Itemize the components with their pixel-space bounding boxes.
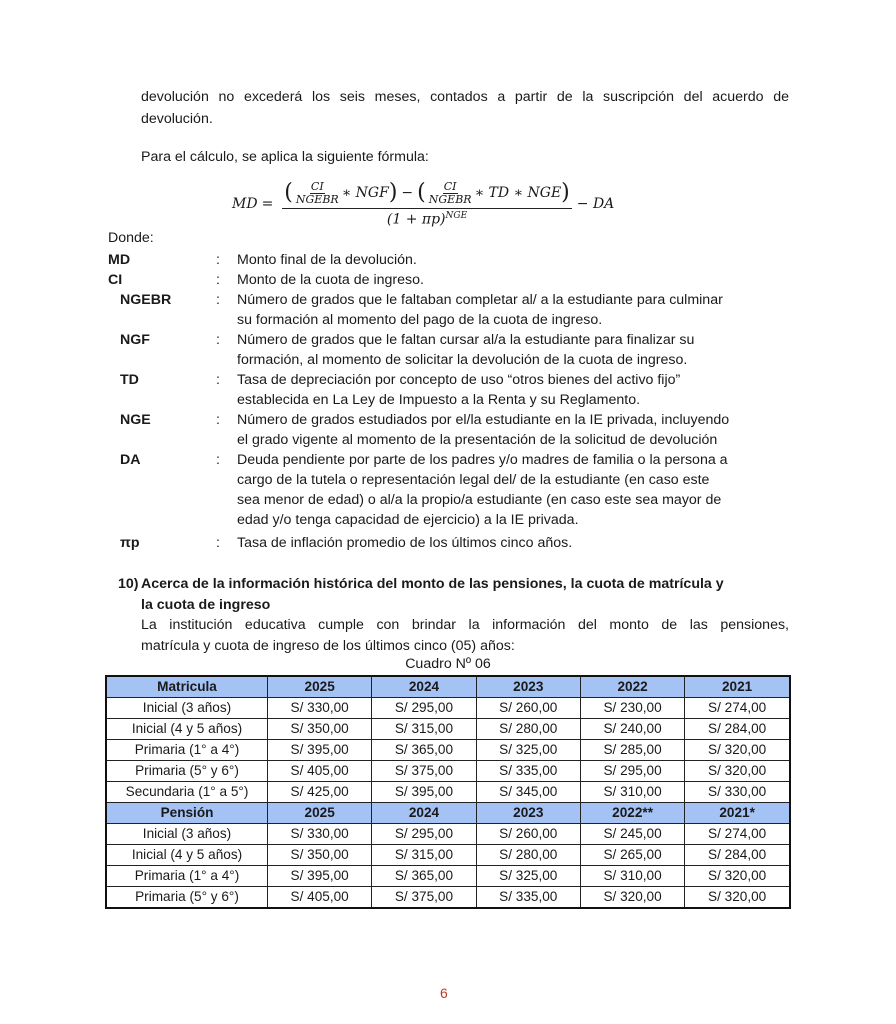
intro-paragraph <box>141 87 789 130</box>
amount-cell: S/ 320,00 <box>685 761 790 782</box>
definition-colon: : <box>216 452 220 468</box>
amount-cell: S/ 280,00 <box>476 719 580 740</box>
definition-text-line: sea menor de edad) o al/a la propio/a estudiante (en caso este sea mayor de <box>237 492 722 508</box>
page-number: 6 <box>440 985 448 1001</box>
amount-cell: S/ 330,00 <box>268 824 372 845</box>
amount-cell: S/ 320,00 <box>685 887 790 909</box>
definition-colon: : <box>216 292 220 308</box>
amount-cell: S/ 375,00 <box>372 761 476 782</box>
amount-cell: S/ 280,00 <box>476 845 580 866</box>
definition-text-line: formación, al momento de solicitar la devolución de la cuota de ingreso. <box>237 352 688 368</box>
formula-term2-rest: ∗ TD ∗ NGE <box>474 185 562 202</box>
definitions-heading: Donde: <box>108 230 154 246</box>
definition-term: TD <box>120 372 139 388</box>
definition-text-line: Monto final de la devolución. <box>237 252 417 268</box>
definition-text <box>237 533 797 553</box>
definition-text-line: Monto de la cuota de ingreso. <box>237 272 424 288</box>
amount-cell: S/ 320,00 <box>580 887 684 909</box>
section-body-line-2: matrícula y cuota de ingreso de los últimos cinco (05) años: <box>141 638 515 654</box>
definition-term: CI <box>108 272 123 288</box>
year-header: 2024 <box>372 676 476 698</box>
definition-text <box>237 290 797 330</box>
amount-cell: S/ 425,00 <box>268 782 372 803</box>
amount-cell: S/ 310,00 <box>580 782 684 803</box>
amount-cell: S/ 310,00 <box>580 866 684 887</box>
amount-cell: S/ 240,00 <box>580 719 684 740</box>
section-title-line-2: la cuota de ingreso <box>141 597 271 613</box>
definition-text-line: edad y/o tenga capacidad de ejercicio) a la IE privada. <box>237 512 579 528</box>
amount-cell: S/ 345,00 <box>476 782 580 803</box>
amount-cell: S/ 330,00 <box>685 782 790 803</box>
formula-tail: − DA <box>576 196 615 212</box>
amount-cell: S/ 274,00 <box>685 698 790 719</box>
intro-line-2: devolución. <box>141 111 213 127</box>
definition-text <box>237 330 797 370</box>
amount-cell: S/ 350,00 <box>268 719 372 740</box>
fees-table <box>105 675 791 909</box>
level-cell: Primaria (1° a 4°) <box>106 866 268 887</box>
amount-cell: S/ 285,00 <box>580 740 684 761</box>
table-row <box>106 824 790 845</box>
amount-cell: S/ 330,00 <box>268 698 372 719</box>
formula-equals: = <box>261 196 274 212</box>
formula-term2-fraction: $\frac{CI}{\text{NGEBR}}$ <box>428 179 472 206</box>
table-row <box>106 887 790 909</box>
table-row <box>106 866 790 887</box>
year-header: 2023 <box>476 803 580 824</box>
section-number: 10) <box>118 576 139 592</box>
amount-cell: S/ 245,00 <box>580 824 684 845</box>
matricula-category-header: Matricula <box>106 676 268 698</box>
formula-term1-fraction: $\frac{CI}{\text{NGEBR}}$ <box>295 179 339 206</box>
amount-cell: S/ 375,00 <box>372 887 476 909</box>
table-row <box>106 740 790 761</box>
definition-text <box>237 450 797 530</box>
amount-cell: S/ 295,00 <box>372 824 476 845</box>
amount-cell: S/ 230,00 <box>580 698 684 719</box>
table-row <box>106 719 790 740</box>
amount-cell: S/ 405,00 <box>268 761 372 782</box>
amount-cell: S/ 315,00 <box>372 719 476 740</box>
definition-colon: : <box>216 372 220 388</box>
table-row <box>106 782 790 803</box>
amount-cell: S/ 320,00 <box>685 866 790 887</box>
amount-cell: S/ 405,00 <box>268 887 372 909</box>
year-header: 2022** <box>580 803 684 824</box>
level-cell: Primaria (1° a 4°) <box>106 740 268 761</box>
amount-cell: S/ 274,00 <box>685 824 790 845</box>
definition-term: NGF <box>120 332 150 348</box>
section-10-body <box>141 615 789 657</box>
year-header: 2025 <box>268 803 372 824</box>
definition-text-line: Deuda pendiente por parte de los padres y/o madres de familia o la persona a <box>237 452 728 468</box>
definition-text-line: Tasa de depreciación por concepto de uso “otros bienes del activo fijo” <box>237 372 681 388</box>
definition-text <box>237 370 797 410</box>
amount-cell: S/ 320,00 <box>685 740 790 761</box>
amount-cell: S/ 350,00 <box>268 845 372 866</box>
formula-main-fraction <box>282 181 571 228</box>
definition-colon: : <box>216 332 220 348</box>
definition-term: πp <box>120 535 140 551</box>
table-caption: Cuadro Nº 06 <box>405 656 491 672</box>
amount-cell: S/ 325,00 <box>476 740 580 761</box>
table-row <box>106 761 790 782</box>
amount-cell: S/ 395,00 <box>372 782 476 803</box>
amount-cell: S/ 260,00 <box>476 824 580 845</box>
year-header: 2021 <box>685 676 790 698</box>
amount-cell: S/ 395,00 <box>268 740 372 761</box>
definition-text-line: cargo de la tutela o representación legal del/ de la estudiante (en caso este <box>237 472 710 488</box>
level-cell: Inicial (4 y 5 años) <box>106 719 268 740</box>
year-header: 2024 <box>372 803 476 824</box>
definition-text-line: Número de grados que le faltaban completar al/ a la estudiante para culminar <box>237 292 723 308</box>
formula-intro: Para el cálculo, se aplica la siguiente fórmula: <box>141 149 429 165</box>
level-cell: Primaria (5° y 6°) <box>106 761 268 782</box>
amount-cell: S/ 295,00 <box>372 698 476 719</box>
definition-text <box>237 270 797 290</box>
definition-colon: : <box>216 272 220 288</box>
year-header: 2021* <box>685 803 790 824</box>
table-row <box>106 845 790 866</box>
amount-cell: S/ 265,00 <box>580 845 684 866</box>
definition-text <box>237 250 797 270</box>
definition-text-line: Número de grados que le faltan cursar al/a la estudiante para finalizar su <box>237 332 695 348</box>
year-header: 2023 <box>476 676 580 698</box>
definition-text-line: establecida en La Ley de Impuesto a la Renta y su Reglamento. <box>237 392 641 408</box>
level-cell: Secundaria (1° a 5°) <box>106 782 268 803</box>
amount-cell: S/ 335,00 <box>476 887 580 909</box>
formula-term1-rest: ∗ NGF <box>341 185 389 202</box>
matricula-header-row <box>106 676 790 698</box>
level-cell: Primaria (5° y 6°) <box>106 887 268 909</box>
formula-lhs: MD <box>232 196 258 212</box>
intro-line-1: devolución no excederá los seis meses, contados a partir de la suscripción del acuerdo de <box>141 89 789 105</box>
amount-cell: S/ 284,00 <box>685 845 790 866</box>
definition-text-line: su formación al momento del pago de la cuota de ingreso. <box>237 312 603 328</box>
definition-text-line: el grado vigente al momento de la presentación de la solicitud de devolución <box>237 432 718 448</box>
section-title-line-1: Acerca de la información histórica del monto de las pensiones, la cuota de matrícula y <box>141 576 724 592</box>
table-row <box>106 698 790 719</box>
level-cell: Inicial (4 y 5 años) <box>106 845 268 866</box>
amount-cell: S/ 260,00 <box>476 698 580 719</box>
definition-text-line: Número de grados estudiados por el/la estudiante en la IE privada, incluyendo <box>237 412 730 428</box>
amount-cell: S/ 365,00 <box>372 866 476 887</box>
definition-colon: : <box>216 252 220 268</box>
year-header: 2025 <box>268 676 372 698</box>
formula-denominator: $(1 + \pi p)^{NGE}$ <box>386 210 468 228</box>
definition-term: MD <box>108 252 131 268</box>
amount-cell: S/ 284,00 <box>685 719 790 740</box>
definition-term: DA <box>120 452 141 468</box>
level-cell: Inicial (3 años) <box>106 824 268 845</box>
refund-formula <box>232 178 722 230</box>
amount-cell: S/ 395,00 <box>268 866 372 887</box>
amount-cell: S/ 325,00 <box>476 866 580 887</box>
definition-text-line: Tasa de inflación promedio de los últimos cinco años. <box>237 535 573 551</box>
section-body-line-1: La institución educativa cumple con brindar la información del monto de las pensiones, <box>141 617 789 633</box>
definition-text <box>237 410 797 450</box>
definition-term: NGE <box>120 412 151 428</box>
definition-colon: : <box>216 412 220 428</box>
amount-cell: S/ 315,00 <box>372 845 476 866</box>
amount-cell: S/ 365,00 <box>372 740 476 761</box>
formula-numerator: ( $\frac{CI}{\text{NGEBR}}$ ∗ NGF ) − ( $\frac{CI}{\text{NGEBR}}$ ∗ TD ∗ NGE ) <box>282 181 571 209</box>
definition-colon: : <box>216 535 220 551</box>
pension-category-header: Pensión <box>106 803 268 824</box>
definition-term: NGEBR <box>120 292 172 308</box>
amount-cell: S/ 335,00 <box>476 761 580 782</box>
level-cell: Inicial (3 años) <box>106 698 268 719</box>
year-header: 2022 <box>580 676 684 698</box>
pension-header-row <box>106 803 790 824</box>
amount-cell: S/ 295,00 <box>580 761 684 782</box>
